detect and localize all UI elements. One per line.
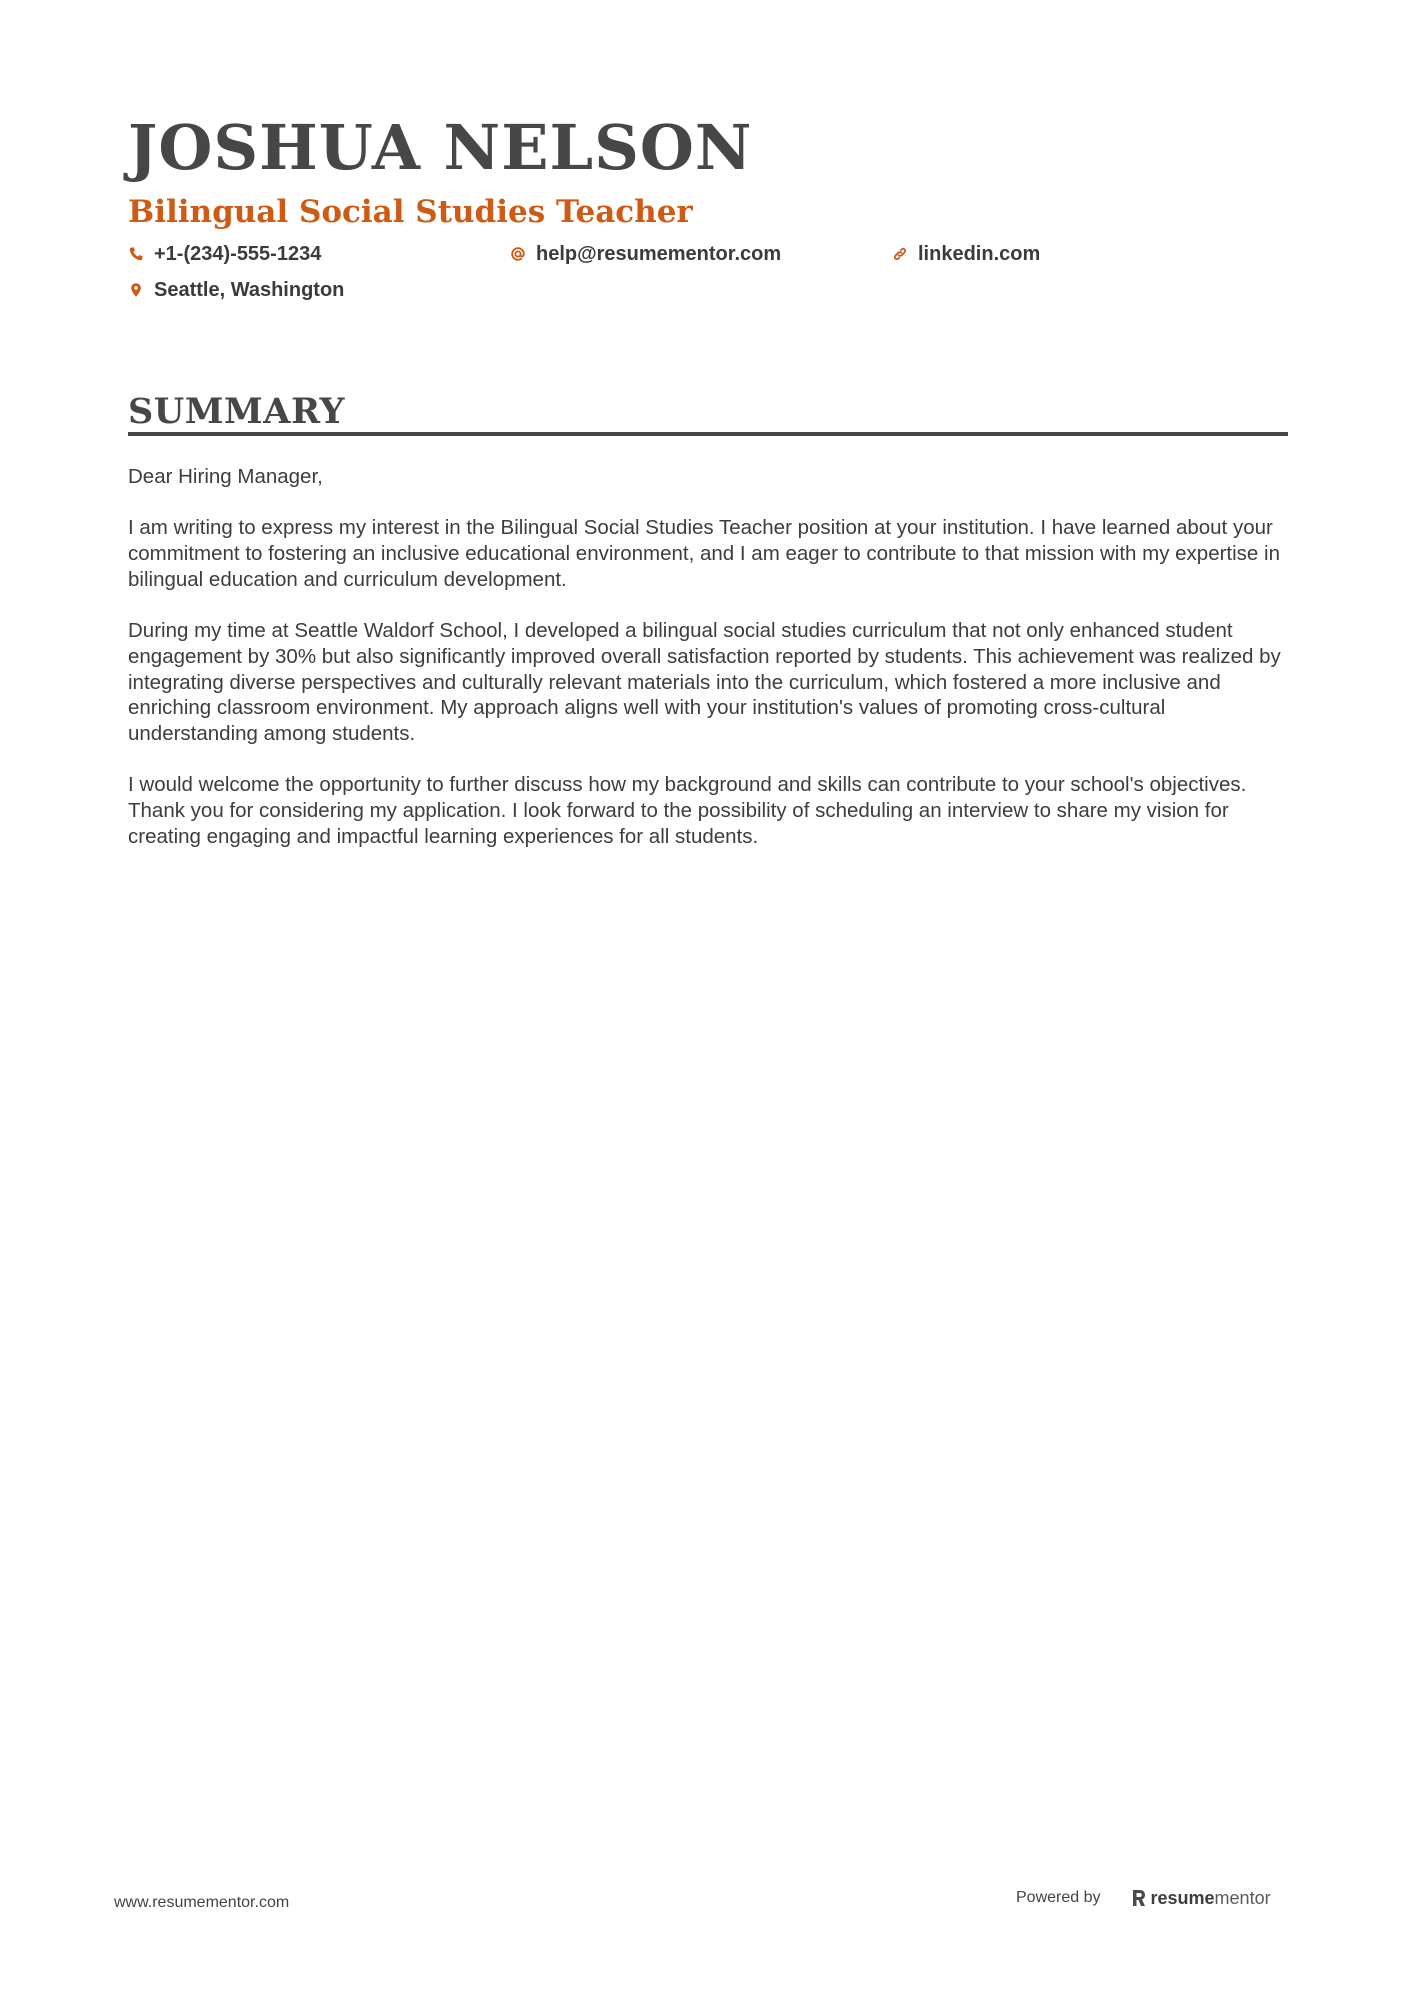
at-sign-icon — [510, 246, 526, 262]
phone-number[interactable]: +1-(234)-555-1234 — [154, 243, 322, 265]
phone-icon — [128, 246, 144, 262]
contact-location — [128, 276, 344, 304]
job-title: Bilingual Social Studies Teacher — [128, 194, 693, 230]
footer-branding — [1016, 1887, 1271, 1909]
salutation: Dear Hiring Manager, — [128, 465, 323, 488]
candidate-name: JOSHUA NELSON — [128, 111, 753, 184]
location-text: Seattle, Washington — [154, 279, 345, 301]
summary-body — [128, 464, 1288, 875]
body-paragraph: I am writing to express my interest in the Bilingual Social Studies Teacher position at your institution. I have learned about your commitment to fostering an inclusive educational environment, and I am eager to contribute to that mission with my expertise in bilingual education and curriculum development. — [128, 516, 1280, 591]
summary-heading: SUMMARY — [128, 391, 345, 432]
footer-website[interactable]: www.resumementor.com — [114, 1894, 290, 1911]
contact-email — [510, 240, 781, 268]
contact-phone — [128, 240, 321, 268]
powered-by-label: Powered by — [1016, 1889, 1101, 1906]
linkedin-link[interactable]: linkedin.com — [918, 243, 1041, 265]
map-pin-icon — [128, 282, 144, 298]
email-address[interactable]: help@resumementor.com — [536, 243, 782, 265]
resumementor-wordmark[interactable] — [1151, 1887, 1271, 1909]
resumementor-logo-icon — [1131, 1888, 1147, 1908]
brand-part-resume: resume — [1150, 1888, 1215, 1908]
link-icon — [892, 246, 908, 262]
brand-part-mentor: mentor — [1214, 1888, 1271, 1908]
section-divider — [128, 432, 1288, 436]
body-paragraph: I would welcome the opportunity to further discuss how my background and skills can contribute to your school's objectives. Thank you for considering my application. I look forward to the possibility of scheduling an interview to share my vision for creating engaging and impactful learning experiences for all students. — [128, 773, 1247, 848]
contact-linkedin — [892, 240, 1040, 268]
body-paragraph: During my time at Seattle Waldorf School, I developed a bilingual social studies curriculum that not only enhanced student engagement by 30% but also significantly improved overall satisfaction reported by students. This achievement was realized by integrating diverse perspectives and culturally relevant materials into the curriculum, which fostered a more inclusive and enriching classroom environment. My approach aligns well with your institution's values of promoting cross-cultural understanding among students. — [128, 619, 1281, 745]
